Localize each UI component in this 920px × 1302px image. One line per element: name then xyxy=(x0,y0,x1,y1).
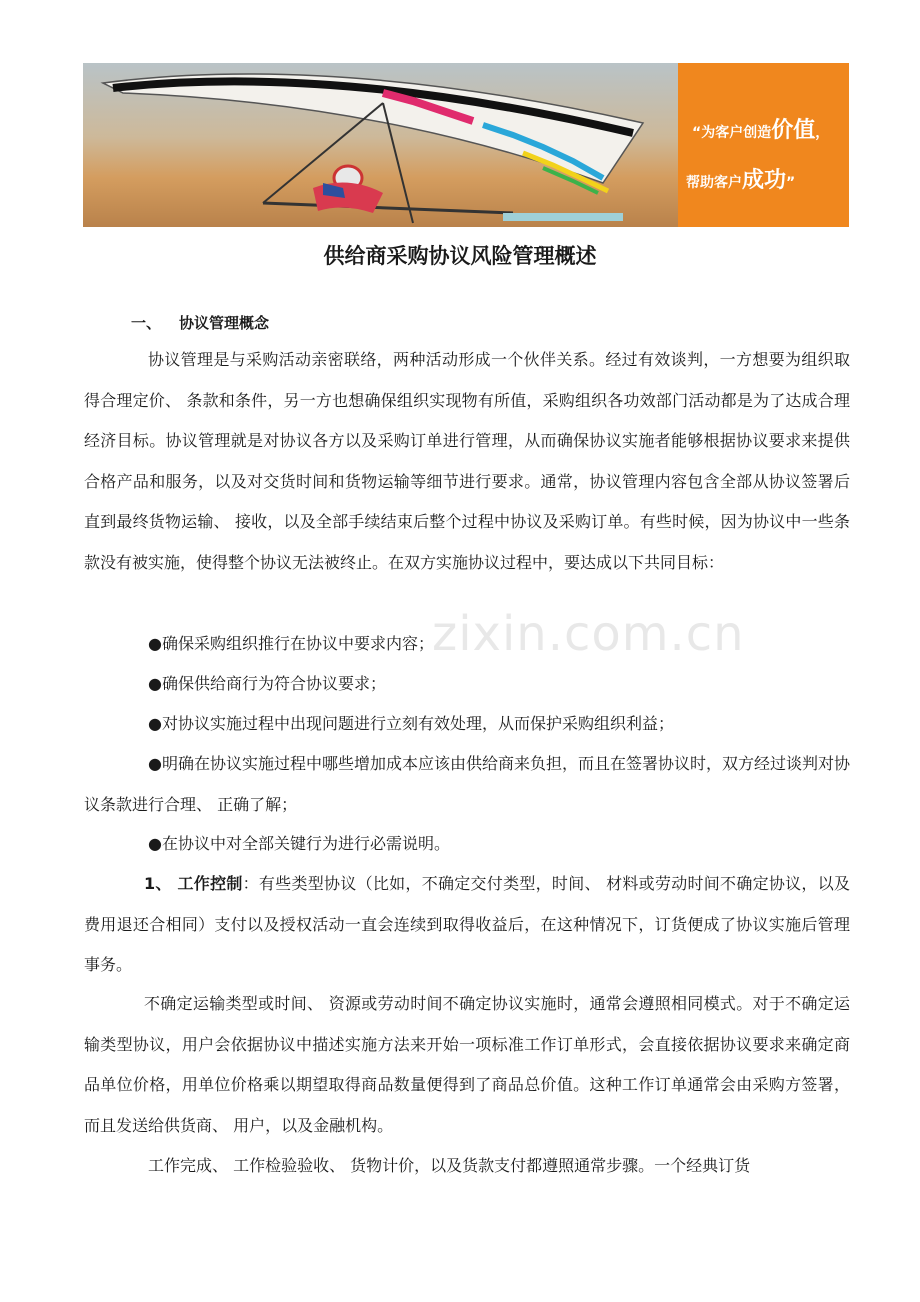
bullet-item: ●确保供给商行为符合协议要求； xyxy=(148,674,386,693)
hang-glider-illustration xyxy=(83,63,678,227)
paragraph-work-control xyxy=(84,864,850,986)
section-title: 协议管理概念 xyxy=(179,314,270,332)
paragraph-text: 不确定运输类型或时间、 资源或劳动时间不确定协议实施时，通常会遵照相同模式。对于不确定运输类型协议，用户会依据协议中描述实施方法来开始一项标准工作订单形式，会直接依据协议要求来确定商品单位价格，用单位价格乘以期望取得商品数量便得到了商品总价值。这种工作订单通常会由采购方签署，而且发送给供货商、 用户，以及金融机构。 xyxy=(84,994,850,1135)
paragraph-label: 1、 工作控制 xyxy=(144,874,243,893)
slogan-line-1-suffix: ， xyxy=(815,125,830,141)
paragraph-contract-management xyxy=(84,340,850,583)
slogan-panel xyxy=(678,63,849,227)
watermark: zixin.com.cn xyxy=(432,606,745,662)
slogan-line-2-emphasis: 成功 xyxy=(742,168,787,193)
section-number: 一、 xyxy=(131,314,162,332)
bullet-item: ●确保采购组织推行在协议中要求内容； xyxy=(148,634,434,653)
header-banner xyxy=(83,63,849,227)
paragraph-indent xyxy=(84,874,144,893)
bullet-item-long xyxy=(84,744,850,825)
paragraph-work-completion xyxy=(84,1146,850,1187)
document-title: 供给商采购协议风险管理概述 xyxy=(323,244,597,268)
slogan-line-1 xyxy=(692,113,829,144)
slogan-line-2-prefix: 帮助客户 xyxy=(686,175,742,191)
bullet-text: ●明确在协议实施过程中哪些增加成本应该由供给商来负担，而且在签署协议时，双方经过谈判对协议条款进行合理、 正确了解； xyxy=(84,754,850,814)
slogan-line-2-suffix: ” xyxy=(786,175,796,191)
paragraph-text: 协议管理是与采购活动亲密联络，两种活动形成一个伙伴关系。经过有效谈判，一方想要为组织取得合理定价、 条款和条件，另一方也想确保组织实现物有所值，采购组织各功效部门活动都是为了达成合理经济目标。协议管理就是对协议各方以及采购订单进行管理，从而确保协议实施者能够根据协议要求来提供合格产品和服务，以及对交货时间和货物运输等细节进行要求。通常，协议管理内容包含全部从协议签署后直到最终货物运输、 接收，以及全部手续结束后整个过程中协议及采购订单。有些时候，因为协议中一些条款没有被实施，使得整个协议无法被终止。在双方实施协议过程中，要达成以下共同目标： xyxy=(84,350,850,572)
paragraph-indent xyxy=(84,994,144,1013)
bullet-item: ●在协议中对全部关键行为进行必需说明。 xyxy=(148,834,450,853)
slogan-line-2 xyxy=(686,163,795,194)
paragraph-indent xyxy=(84,350,148,369)
paragraph-text: ：有些类型协议（比如，不确定交付类型，时间、 材料或劳动时间不确定协议，以及费用退还合相同）支付以及授权活动一直会连续到取得收益后，在这种情况下，订货便成了协议实施后管理事务。 xyxy=(84,874,850,974)
paragraph-indent xyxy=(84,1156,148,1175)
slogan-line-1-emphasis: 价值 xyxy=(771,118,816,143)
hang-glider-photo xyxy=(83,63,678,227)
section-heading xyxy=(131,312,269,333)
bullet-item: ●对协议实施过程中出现问题进行立刻有效处理，从而保护采购组织利益； xyxy=(148,714,674,733)
paragraph-uncertain-delivery xyxy=(84,984,850,1146)
paragraph-text: 工作完成、 工作检验验收、 货物计价，以及货款支付都遵照通常步骤。一个经典订货 xyxy=(148,1156,751,1175)
paragraph-indent xyxy=(84,754,148,773)
slogan-line-1-prefix: “为客户创造 xyxy=(692,125,772,141)
